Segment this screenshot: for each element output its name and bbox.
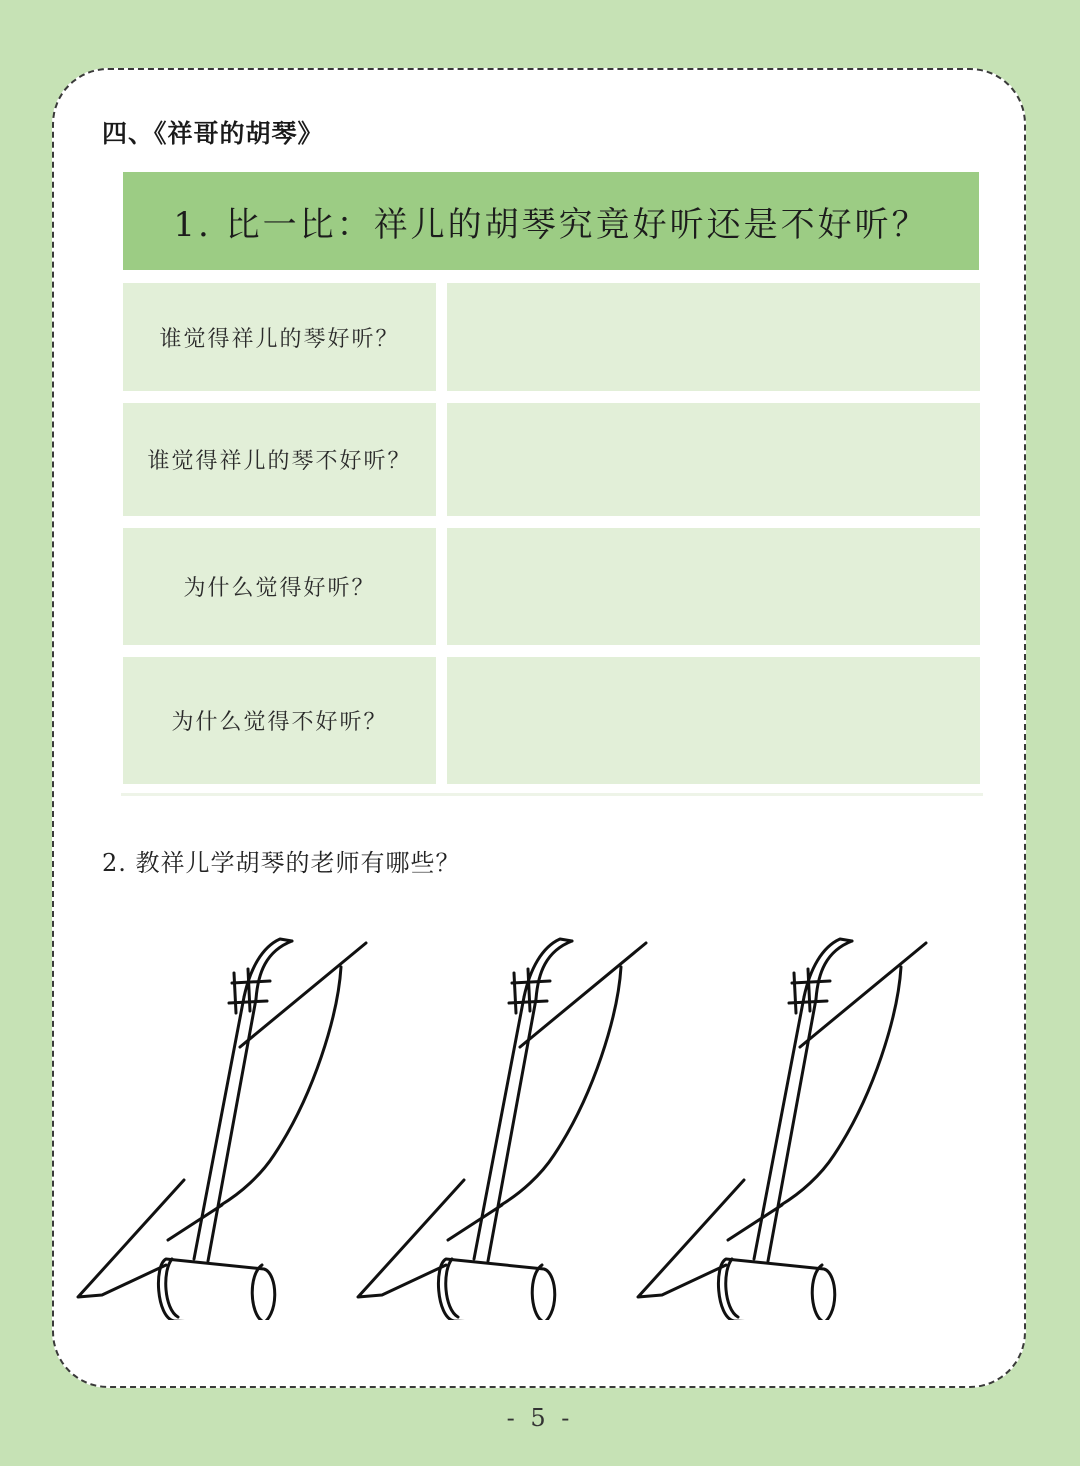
question-1-title: 1. 比一比：祥儿的胡琴究竟好听还是不好听？ bbox=[123, 172, 979, 270]
table-bottom-border bbox=[121, 793, 983, 796]
row-2-answer-cell[interactable] bbox=[447, 403, 980, 516]
row-3-answer-cell[interactable] bbox=[447, 528, 980, 645]
row-4-answer-cell[interactable] bbox=[447, 657, 980, 784]
row-1-answer-cell[interactable] bbox=[447, 283, 980, 391]
row-2-label: 谁觉得祥儿的琴不好听？ bbox=[123, 403, 436, 516]
page-number: - 5 - bbox=[506, 1404, 574, 1432]
row-1-label: 谁觉得祥儿的琴好听？ bbox=[123, 283, 436, 391]
row-3-label: 为什么觉得好听？ bbox=[123, 528, 436, 645]
erhu-illustration bbox=[66, 930, 1016, 1320]
question-2-title: 2. 教祥儿学胡琴的老师有哪些？ bbox=[102, 849, 461, 877]
row-4-label: 为什么觉得不好听？ bbox=[123, 657, 436, 784]
section-title: 四、《祥哥的胡琴》 bbox=[102, 119, 324, 148]
